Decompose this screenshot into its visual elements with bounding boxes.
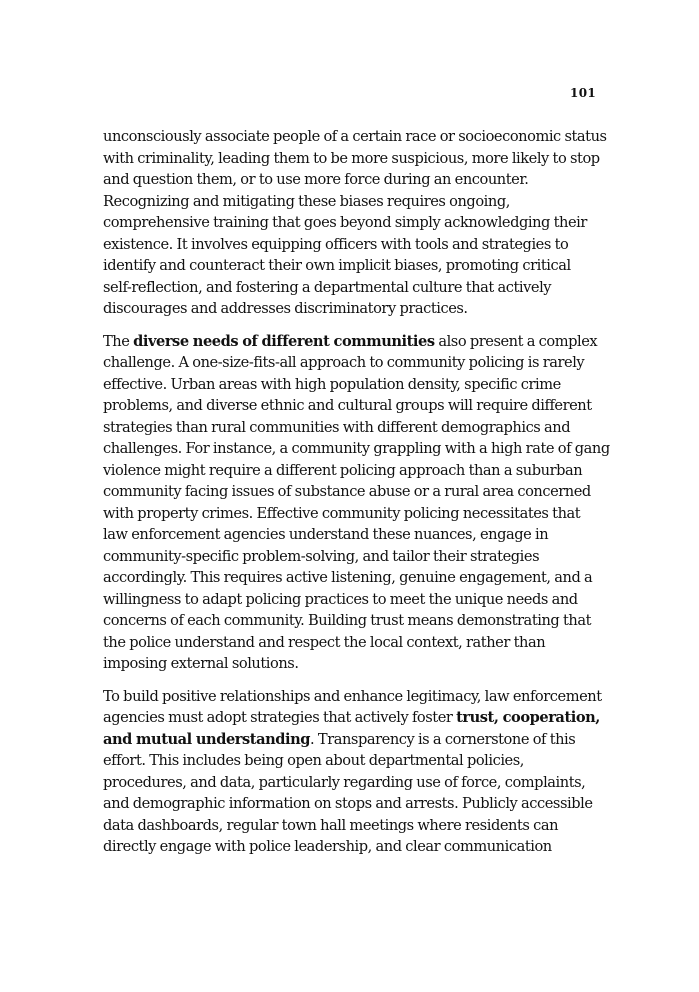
text-line: effort. This includes being open about departmental policies, — [103, 752, 524, 769]
text-line: directly engage with police leadership, and clear communication — [103, 838, 552, 855]
text-line: community-specific problem-solving, and tailor their strategies — [103, 547, 540, 565]
text-line: accordingly. This requires active listening, genuine engagement, and a — [103, 569, 593, 586]
text-line: problems, and diverse ethnic and cultural groups will require different — [103, 397, 592, 414]
text-line: concerns of each community. Building trust means demonstrating that — [103, 612, 592, 629]
bold-phrase: trust, cooperation, — [456, 709, 600, 726]
text-line — [103, 331, 599, 353]
paragraph-diverse-needs — [103, 331, 610, 675]
text-line: with criminality, leading them to be more suspicious, more likely to stop — [103, 149, 600, 167]
text-line: violence might require a different policing approach than a suburban — [103, 461, 583, 479]
text-line: self-reflection, and fostering a departmental culture that actively — [103, 278, 552, 296]
text-line: procedures, and data, particularly regarding use of force, complaints, — [103, 773, 586, 791]
page-number: 101 — [570, 86, 596, 100]
text-line: effective. Urban areas with high population density, specific crime — [103, 375, 561, 393]
text-line: Recognizing and mitigating these biases requires ongoing, — [103, 192, 510, 210]
text-line: challenges. For instance, a community grappling with a high rate of gang — [103, 440, 610, 457]
bold-phrase: diverse needs of different communities — [133, 332, 435, 350]
text-line: law enforcement agencies understand these nuances, engage in — [103, 526, 549, 543]
text-line: discourages and addresses discriminatory practices. — [103, 300, 468, 317]
text-line: community facing issues of substance abuse or a rural area concerned — [103, 483, 591, 500]
text-line: identify and counteract their own implicit biases, promoting critical — [103, 257, 571, 274]
text-line: strategies than rural communities with different demographics and — [103, 418, 571, 436]
text-line: unconsciously associate people of a certain race or socioeconomic status — [103, 128, 607, 145]
text-line: the police understand and respect the local context, rather than — [103, 633, 546, 651]
text-line — [103, 729, 599, 751]
text-line: existence. It involves equipping officers with tools and strategies to — [103, 235, 569, 253]
text-run: also present a complex — [434, 332, 598, 350]
text-line: and demographic information on stops and arrests. Publicly accessible — [103, 795, 593, 812]
text-line: and question them, or to use more force during an encounter. — [103, 171, 529, 188]
bold-phrase: and mutual understanding — [103, 730, 311, 748]
text-line: challenge. A one-size-fits-all approach to community policing is rarely — [103, 354, 585, 371]
paragraph-implicit-bias — [103, 126, 607, 320]
text-line — [103, 707, 599, 729]
text-run: . Transparency is a cornerstone of this — [310, 730, 576, 748]
text-line: willingness to adapt policing practices to meet the unique needs and — [103, 590, 578, 608]
paragraph-positive-relationships — [103, 686, 602, 858]
text-line: comprehensive training that goes beyond simply acknowledging their — [103, 214, 587, 231]
text-run: agencies must adopt strategies that actively foster — [103, 709, 457, 726]
text-line: with property crimes. Effective community policing necessitates that — [103, 504, 581, 522]
text-line: imposing external solutions. — [103, 655, 299, 672]
text-line: data dashboards, regular town hall meetings where residents can — [103, 816, 559, 834]
body-text — [103, 126, 610, 869]
text-run: The — [103, 332, 134, 350]
text-line: To build positive relationships and enhance legitimacy, law enforcement — [103, 687, 602, 705]
